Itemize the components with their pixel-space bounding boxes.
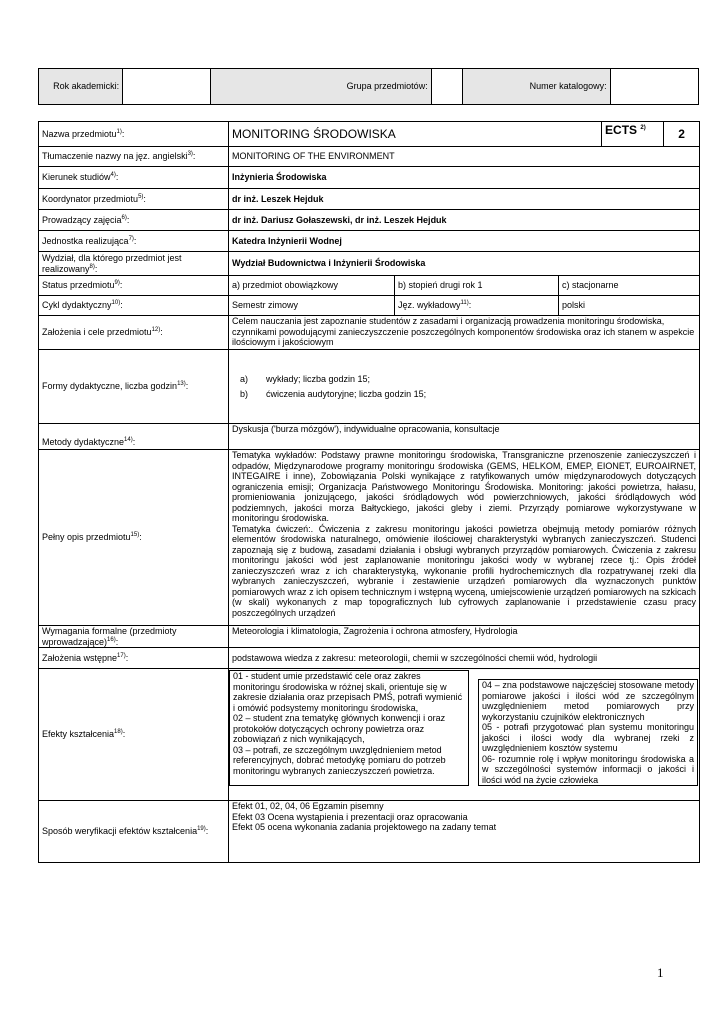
ects-value: 2 bbox=[664, 122, 700, 147]
cykl-value: Semestr zimowy bbox=[229, 296, 395, 316]
prowadzacy-value: dr inż. Dariusz Gołaszewski, dr inż. Leszek Hejduk bbox=[229, 210, 700, 231]
page-number: 1 bbox=[657, 965, 664, 980]
pelny-opis-label: Pełny opis przedmiotu$^{15)}$: bbox=[39, 450, 229, 626]
row-sposob-weryfikacji bbox=[39, 801, 700, 863]
row-wydzial bbox=[39, 252, 700, 276]
prowadzacy-label: Prowadzący zajęcia$^{6)}$: bbox=[39, 210, 229, 231]
wymagania-value: Meteorologia i klimatologia, Zagrożenia i ochrona atmosfery, Hydrologia bbox=[229, 626, 700, 648]
catalog-header-table bbox=[38, 68, 699, 105]
pelny-opis-value bbox=[229, 450, 700, 626]
tlumaczenie-value: MONITORING OF THE ENVIRONMENT bbox=[229, 147, 700, 167]
kierunek-label: Kierunek studiów$^{4)}$: bbox=[39, 167, 229, 189]
wymagania-label: Wymagania formalne (przedmioty wprowadzające)$^{16)}$: bbox=[39, 626, 229, 648]
status-b: b) stopień drugi rok 1 bbox=[395, 276, 559, 296]
rok-akademicki-field bbox=[123, 69, 211, 105]
metody-value: Dyskusja ('burza mózgów'), indywidualne opracowania, konsultacje bbox=[229, 424, 700, 450]
formy-item: a) wykłady; liczba godzin 15; bbox=[240, 374, 371, 384]
efekty-right-box: 04 – zna podstawowe najczęściej stosowane metody pomiarowe jakości i ilości wód ze szczególnym uwzględnieniem metod pomiarowych przy wykorzystaniu czujników elektronicznych 05 - potrafi przygotować plan systemu monitoringu jakości i ilości wody dla wybranej rzeki z uwzględnieniem kosztów systemu 06- rozumnie rolę i wpływ monitoringu środowiska a w szczególności systemów informacji o jakości i ilości wód na życie człowieka bbox=[478, 679, 698, 786]
status-c: c) stacjonarne bbox=[559, 276, 700, 296]
syllabus-table bbox=[38, 121, 700, 863]
efekty-label: Efekty kształcenia$^{18)}$: bbox=[39, 669, 229, 801]
jezyk-value: polski bbox=[559, 296, 700, 316]
row-jednostka bbox=[39, 231, 700, 252]
wydzial-label: Wydział, dla którego przedmiot jest realizowany$^{8)}$: bbox=[39, 252, 229, 276]
cykl-label: Cykl dydaktyczny$^{10)}$: bbox=[39, 296, 229, 316]
grupa-przedmiotow-label: Grupa przedmiotów: bbox=[211, 69, 431, 105]
zalozenia-label: Założenia i cele przedmiotu$^{12)}$: bbox=[39, 316, 229, 350]
row-cykl bbox=[39, 296, 700, 316]
row-prowadzacy bbox=[39, 210, 700, 231]
numer-katalogowy-label: Numer katalogowy: bbox=[463, 69, 611, 105]
zalozenia-wstepne-value: podstawowa wiedza z zakresu: meteorologii, chemii w szczególności chemii wód, hydrologii bbox=[229, 648, 700, 669]
row-status bbox=[39, 276, 700, 296]
sposob-line: Efekt 05 ocena wykonania zadania projektowego na zadany temat bbox=[232, 822, 497, 832]
numer-katalogowy-field bbox=[610, 69, 698, 105]
zalozenia-wstepne-label: Założenia wstępne$^{17)}$: bbox=[39, 648, 229, 669]
row-zalozenia-wstepne bbox=[39, 648, 700, 669]
row-efekty bbox=[39, 669, 700, 801]
row-kierunek bbox=[39, 167, 700, 189]
formy-value bbox=[229, 350, 700, 424]
row-metody bbox=[39, 424, 700, 450]
rok-akademicki-label: Rok akademicki: bbox=[39, 69, 123, 105]
sposob-line: Efekt 01, 02, 04, 06 Egzamin pisemny bbox=[232, 801, 384, 811]
status-a: a) przedmiot obowiązkowy bbox=[229, 276, 395, 296]
formy-item: b) ćwiczenia audytoryjne; liczba godzin 15; bbox=[240, 388, 427, 399]
status-label: Status przedmiotu$^{9)}$: bbox=[39, 276, 229, 296]
nazwa-value: MONITORING ŚRODOWISKA bbox=[229, 122, 602, 147]
wydzial-value: Wydział Budownictwa i Inżynierii Środowiska bbox=[229, 252, 700, 276]
nazwa-label: Nazwa przedmiotu$^{1)}$: bbox=[39, 122, 229, 147]
formy-label: Formy dydaktyczne, liczba godzin$^{13)}$: bbox=[39, 350, 229, 424]
ects-label: ECTS $^{2)}$ bbox=[602, 122, 664, 147]
row-tlumaczenie bbox=[39, 147, 700, 167]
sposob-line: Efekt 03 Ocena wystąpienia i prezentacji oraz opracowania bbox=[232, 811, 468, 822]
zalozenia-value: Celem nauczania jest zapoznanie studentów z zasadami i organizacją prowadzenia monitoringu środowiska, czynnikami powodującymi zanieczyszczenie poszczególnych komponentów środowiska oraz ich stanem w aspekcie ilościowym i jakościowym bbox=[229, 316, 700, 350]
wyklady-paragraph: Tematyka wykładów: Podstawy prawne monitoringu środowiska, Transgraniczne przenoszenie zanieczyszczeń i odpadów, Międzynarodowe programy monitoringu środowiska (GEMS, HELKOM, EMEP, EIONET, EUROAIRNET, INTEGAIRE i inne), Zobowiązania Polski wynikające z ratyfikowanych umów międzynarodowych dotyczących ograniczenia emisji; Organizacja Państwowego Monitoringu Środowiska. Monitoring: jakości powietrza, hałasu, promieniowania jonizującego, jakości śródlądowych wód powierzchniowych, jakości śródlądowych wód podziemnych, jakości morza Bałtyckiego, jakości gleby i ziemi. Przyrządy pomiarowe wykorzystywane w monitoringu środowiska. bbox=[232, 450, 697, 523]
kierunek-value: Inżynieria Środowiska bbox=[229, 167, 700, 189]
row-wymagania bbox=[39, 626, 700, 648]
jednostka-value: Katedra Inżynierii Wodnej bbox=[229, 231, 700, 252]
koordynator-label: Koordynator przedmiotu$^{5)}$: bbox=[39, 189, 229, 210]
metody-label: Metody dydaktyczne$^{14)}$: bbox=[39, 424, 229, 450]
koordynator-value: dr inż. Leszek Hejduk bbox=[229, 189, 700, 210]
efekty-value bbox=[229, 669, 700, 801]
sposob-label: Sposób weryfikacji efektów kształcenia$^{19)}$: bbox=[39, 801, 229, 863]
grupa-przedmiotow-field bbox=[431, 69, 462, 105]
row-pelny-opis bbox=[39, 450, 700, 626]
sposob-value bbox=[229, 801, 700, 863]
jednostka-label: Jednostka realizująca$^{7)}$: bbox=[39, 231, 229, 252]
jezyk-label: Jęz. wykładowy$^{11)}$: bbox=[395, 296, 559, 316]
efekty-left-box: 01 - student umie przedstawić cele oraz zakres monitoringu środowiska w różnej skali, orientuje się w zakresie działania oraz przepisach PMŚ, potrafi wymienić i omówić podsystemy monitoringu środowiska, 02 – student zna tematykę głównych konwencji i oraz protokołów dotyczących ochrony powietrza oraz zobowiązań z nich wynikających, 03 – potrafi, ze szczególnym uwzględnieniem metod referencyjnych, dobrać metodykę pomiaru do potrzeb monitoringu wybranych zanieczyszczeń powietrza. bbox=[229, 670, 469, 786]
tlumaczenie-label: Tłumaczenie nazwy na jęz. angielski$^{3)}$: bbox=[39, 147, 229, 167]
row-zalozenia bbox=[39, 316, 700, 350]
row-koordynator bbox=[39, 189, 700, 210]
cwiczenia-paragraph: Tematyka ćwiczeń:. Ćwiczenia z zakresu monitoringu jakości powietrza obejmują metody pomiarów różnych elementów środowiska naturalnego, omówienie ilościowej charakterystyki wybranych zanieczyszczeń. Studenci zapoznają się z budową, zasadami działania i obsługi wybranych przyrządów pomiarowych. Ćwiczenia z zakresu monitoringu jakości wód jest zaplanowanie monitoringu jakości wody w wybranej rzece tj.: Opis źródeł zanieczyszczeń wraz z ich charakterystyką, wykonanie profili hydrochemicznych dla rozpatrywanej rzeki dla wybranych zanieczyszczeń, wybranie i zestawienie urządzeń pomiarowych dla wyznaczonych punktów pomiarowych wraz z ich opisem technicznym i wstępną wyceną, umiejscowienie urządzeń pomiarowych na szkicach (w skali) wykonanych z map topograficznych lub cyfrowych zaplanowanie i przedstawienie czasu pracy poszczególnych urządzeń bbox=[232, 523, 697, 618]
row-formy bbox=[39, 350, 700, 424]
row-nazwa bbox=[39, 122, 700, 147]
